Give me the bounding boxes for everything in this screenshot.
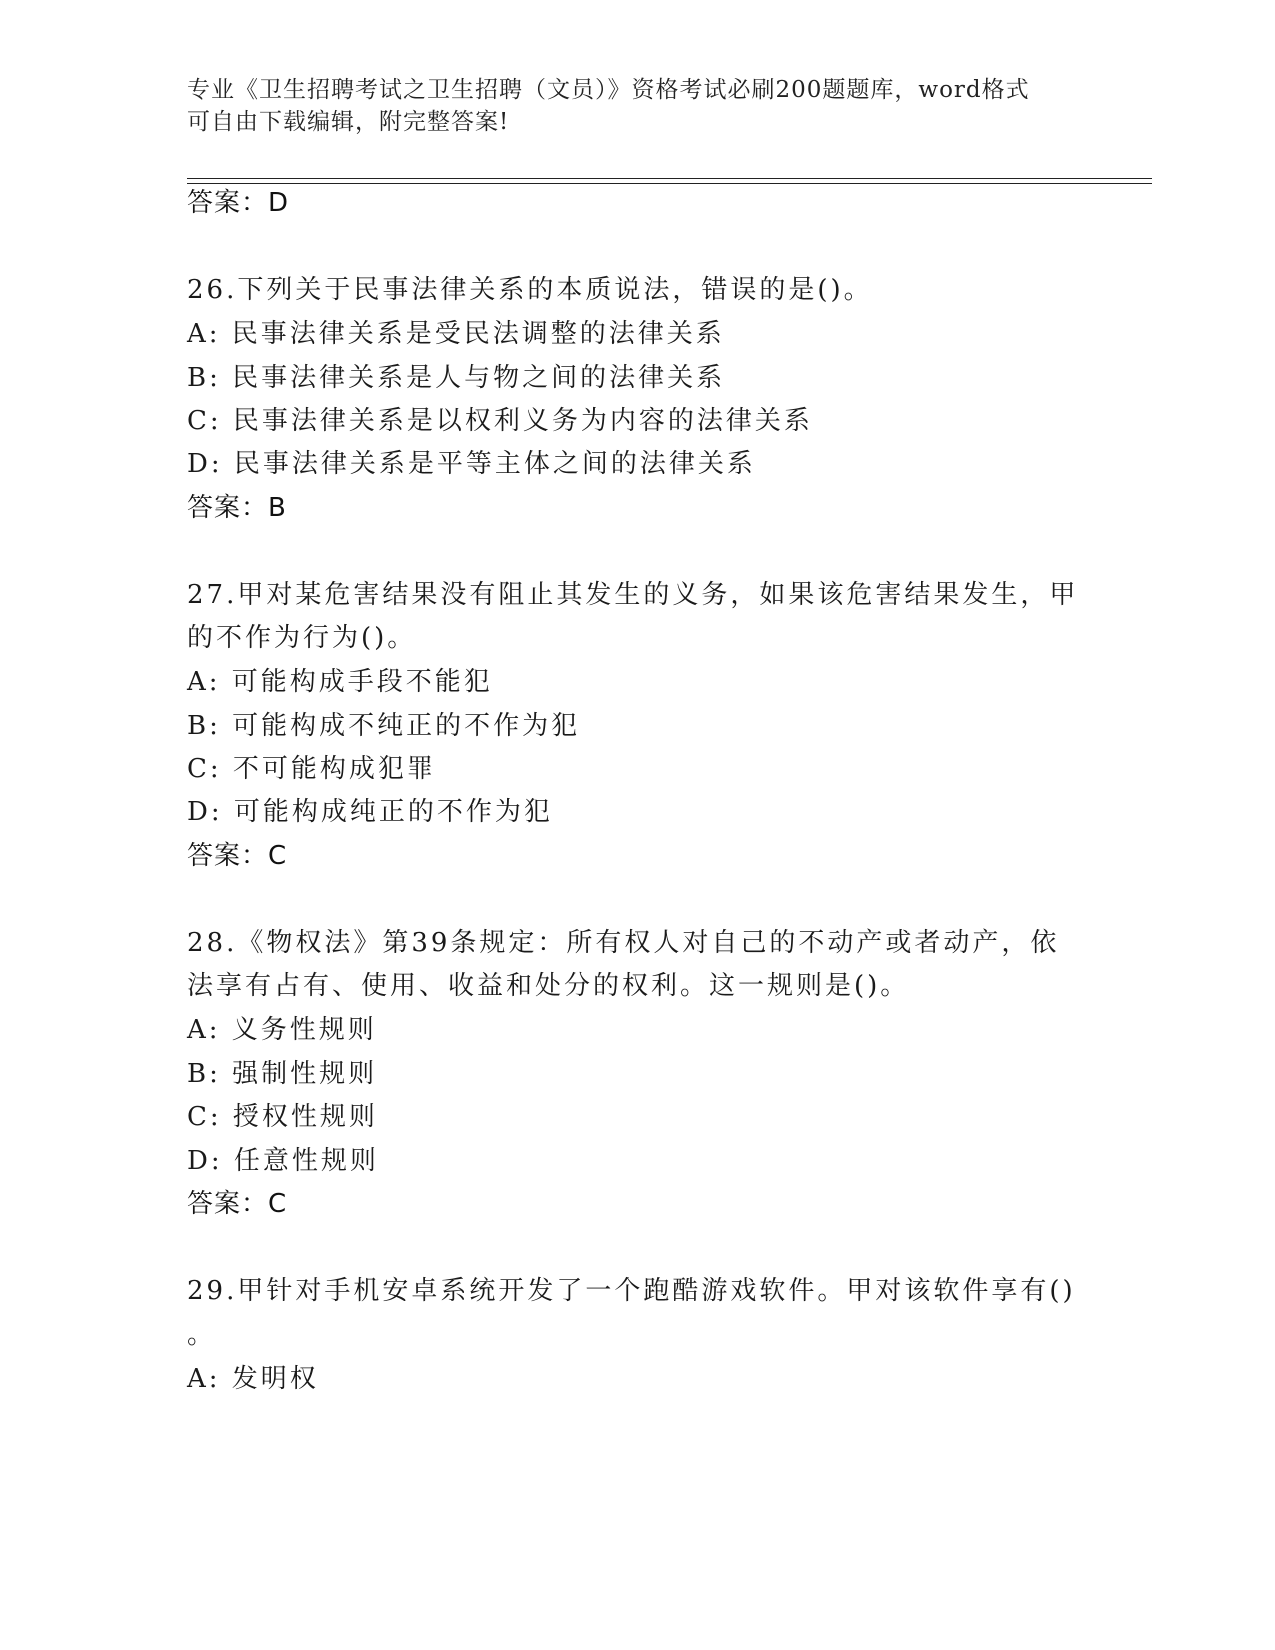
header-line-2: 可自由下载编辑，附完整答案! [187, 109, 510, 135]
question-27-option-c: C: 不可能构成犯罪 [187, 754, 436, 784]
header-divider-top [187, 178, 1152, 179]
question-27-option-b: B: 可能构成不纯正的不作为犯 [187, 711, 581, 741]
header-line-1: 专业《卫生招聘考试之卫生招聘（文员）》资格考试必刷200题题库，word格式 [187, 77, 1030, 103]
question-29-stem-line-1: 29.甲针对手机安卓系统开发了一个跑酷游戏软件。甲对该软件享有() [187, 1276, 1076, 1306]
question-27-stem-line-1: 27.甲对某危害结果没有阻止其发生的义务，如果该危害结果发生，甲 [187, 580, 1079, 610]
document-header [187, 74, 1067, 138]
question-27-stem-line-2: 的不作为行为()。 [187, 623, 417, 653]
question-26-option-c: C: 民事法律关系是以权利义务为内容的法律关系 [187, 406, 813, 436]
question-26-option-d: D: 民事法律关系是平等主体之间的法律关系 [187, 449, 756, 479]
question-26-option-a: A: 民事法律关系是受民法调整的法律关系 [187, 319, 725, 349]
question-28-option-a: A: 义务性规则 [187, 1015, 377, 1045]
question-28-option-c: C: 授权性规则 [187, 1102, 378, 1132]
question-28-option-b: B: 强制性规则 [187, 1059, 378, 1089]
question-27-answer: 答案：C [187, 841, 288, 871]
answer-25: 答案：D [187, 188, 290, 218]
question-27-option-a: A: 可能构成手段不能犯 [187, 667, 493, 697]
question-27-option-d: D: 可能构成纯正的不作为犯 [187, 797, 553, 827]
question-28-stem-line-2: 法享有占有、使用、收益和处分的权利。这一规则是()。 [187, 971, 910, 1001]
question-29-option-a: A: 发明权 [187, 1364, 319, 1394]
question-28-option-d: D: 任意性规则 [187, 1146, 379, 1176]
header-divider-bottom [187, 183, 1152, 184]
question-28-stem-line-1: 28.《物权法》第39条规定：所有权人对自己的不动产或者动产，依 [187, 928, 1060, 958]
question-26-option-b: B: 民事法律关系是人与物之间的法律关系 [187, 363, 726, 393]
question-29-stem-line-2: 。 [187, 1320, 217, 1350]
question-26-answer: 答案：B [187, 493, 287, 523]
question-26-stem: 26.下列关于民事法律关系的本质说法，错误的是()。 [187, 275, 873, 305]
question-28-answer: 答案：C [187, 1189, 288, 1219]
